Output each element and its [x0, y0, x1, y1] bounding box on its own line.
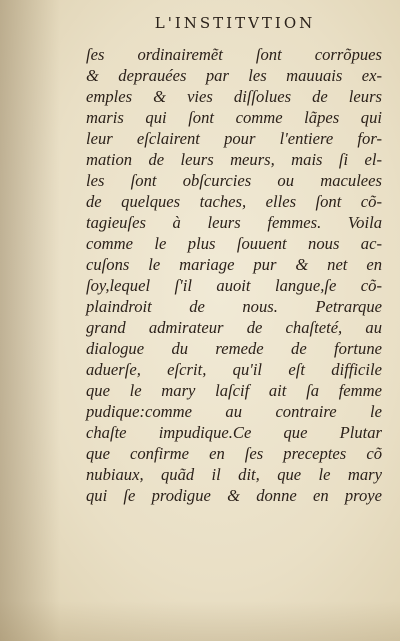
text-line: qui ſe prodigue & donne en proye: [86, 486, 382, 505]
text-line: ſoy,lequel ſ'il auoit langue,ſe cõ-: [86, 276, 382, 295]
text-line: dialogue du remede de fortune: [86, 339, 382, 358]
text-line: aduerſe, eſcrit, qu'il eſt difficile: [86, 360, 382, 379]
bottom-shade: [0, 601, 400, 641]
text-line: plaindroit de nous. Petrarque: [86, 297, 382, 316]
text-line: leur eſclairent pour l'entiere for-: [86, 129, 382, 148]
text-line: cuſons le mariage pur & net en: [86, 255, 382, 274]
body-text: [86, 44, 382, 506]
running-head: L'INSTITVTION: [154, 14, 316, 32]
text-line: grand admirateur de chaſteté, au: [86, 318, 382, 337]
text-line: que confirme en ſes preceptes cõ: [86, 444, 382, 463]
text-line: pudique:comme au contraire le: [86, 402, 382, 421]
text-line: maris qui ſont comme lãpes qui: [86, 108, 382, 127]
text-line: mation de leurs meurs, mais ſi el-: [86, 150, 382, 169]
text-line: & deprauées par les mauuais ex-: [86, 66, 382, 85]
text-line: tagieuſes à leurs femmes. Voila: [86, 213, 382, 232]
text-line: que le mary laſcif ait ſa femme: [86, 381, 382, 400]
text-line: nubiaux, quãd il dit, que le mary: [86, 465, 382, 484]
text-line: chaſte impudique.Ce que Plutar: [86, 423, 382, 442]
text-line: ſes ordinairemẽt ſont corrõpues: [86, 45, 382, 64]
text-line: comme le plus ſouuent nous ac-: [86, 234, 382, 253]
text-line: les ſont obſcurcies ou maculees: [86, 171, 382, 190]
gutter-shadow: [0, 0, 60, 641]
text-line: emples & vies diſſolues de leurs: [86, 87, 382, 106]
text-line: de quelques taches, elles ſont cõ-: [86, 192, 382, 211]
